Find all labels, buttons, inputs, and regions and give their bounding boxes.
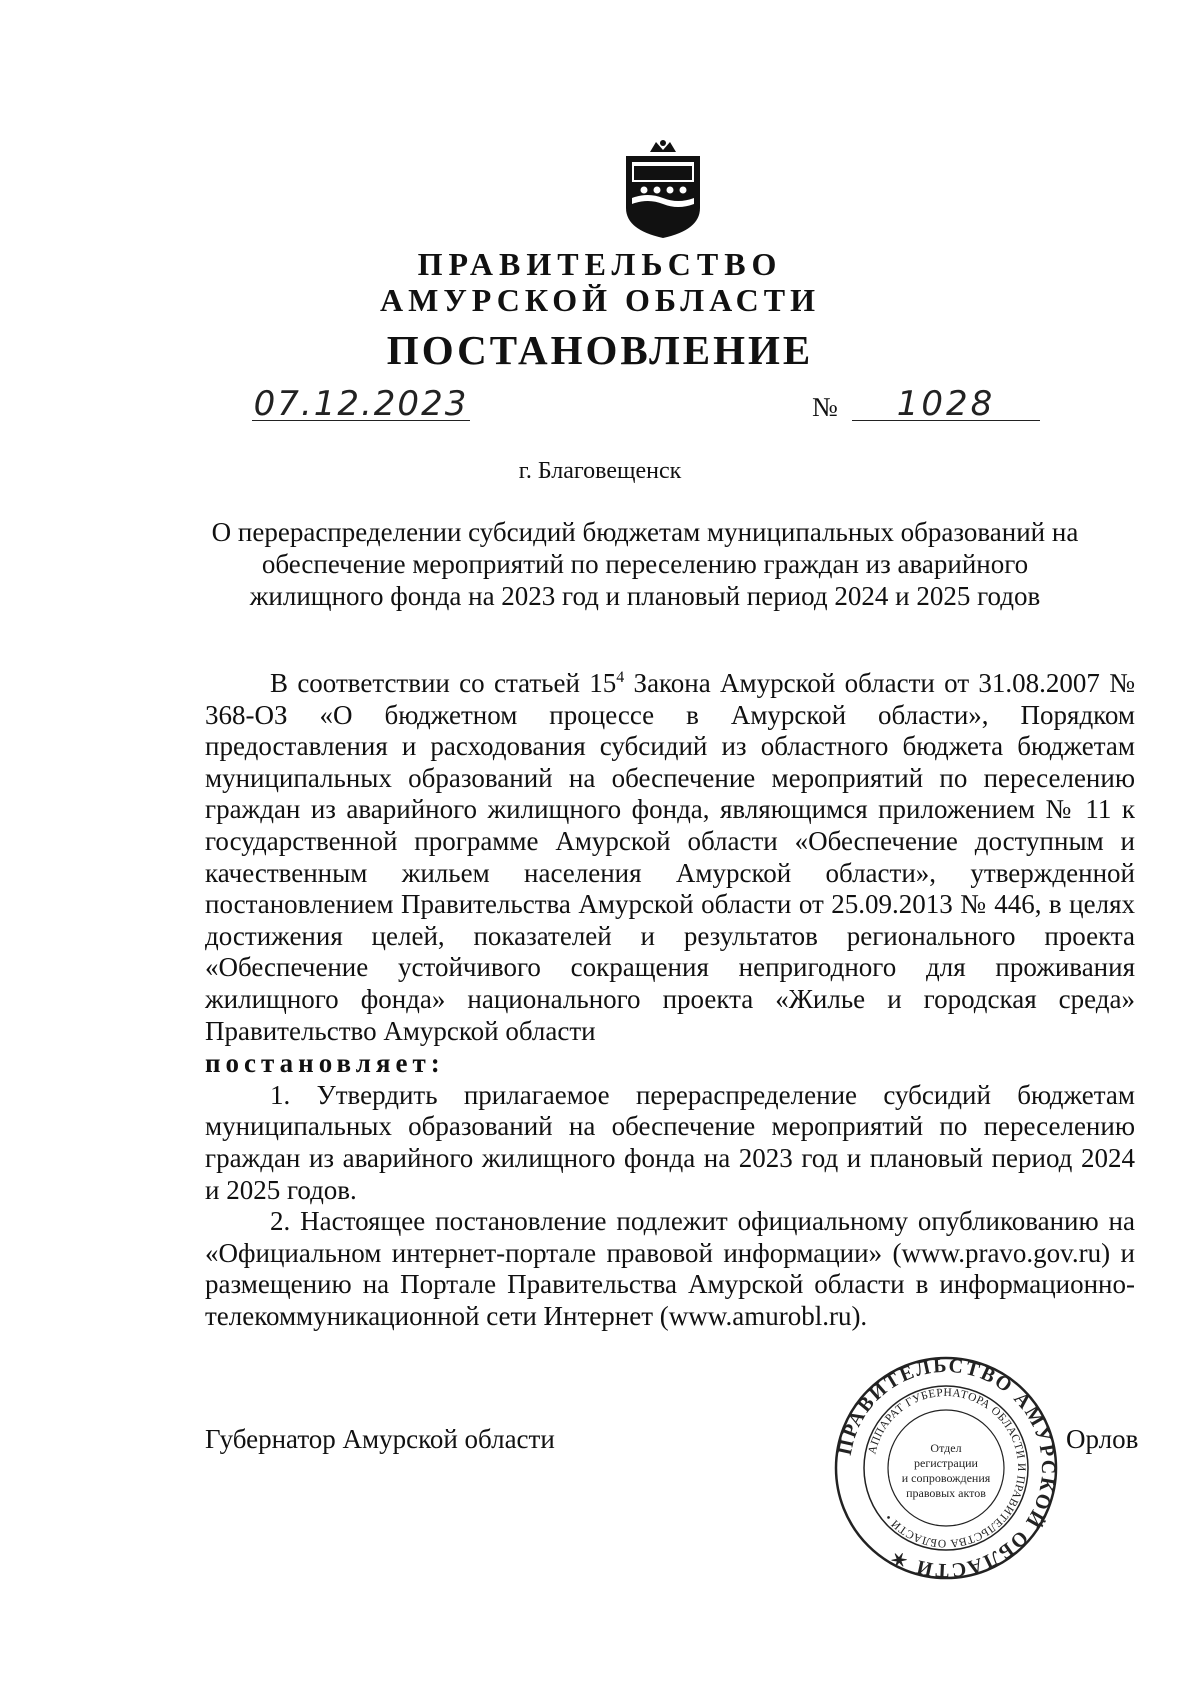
signatory-name: Орлов xyxy=(1066,1424,1139,1454)
decree-item-1: 1. Утвердить прилагаемое перераспределение субсидий бюджетам муниципальных образований на обеспечение мероприятий по переселению граждан из аварийного жилищного фонда на 2023 год и плановый период 2024 и 2025 годов. xyxy=(205,1079,1135,1205)
signatory-position: Губернатор Амурской области xyxy=(205,1424,555,1454)
document-number: 1028 xyxy=(896,384,996,424)
svg-text:и сопровождения: и сопровождения xyxy=(901,1471,991,1485)
document-city: г. Благовещенск xyxy=(518,458,682,484)
coat-of-arms-emblem xyxy=(620,138,706,240)
header-region: АМУРСКОЙ ОБЛАСТИ xyxy=(380,282,820,318)
document-date: 07.12.2023 xyxy=(253,384,469,424)
header-government: ПРАВИТЕЛЬСТВО xyxy=(417,246,783,282)
decree-word: постановляет: xyxy=(205,1048,445,1079)
article-superscript: 4 xyxy=(616,669,625,686)
number-sign: № xyxy=(812,392,838,422)
decree-item-2: 2. Настоящее постановление подлежит официальному опубликованию на «Официальном интернет-портале правовой информации» (www.pravo.gov.ru) и размещению на Портале Правительства Амурской области в информационно-телекоммуникационной сети Интернет (www.amurobl.ru). xyxy=(205,1206,1135,1331)
svg-text:правовых актов: правовых актов xyxy=(906,1486,986,1500)
date-underline xyxy=(252,420,470,421)
svg-text:АППАРАТ ГУБЕРНАТОРА ОБЛАСТИ И: АППАРАТ ГУБЕРНАТОРА ОБЛАСТИ И ПРАВИТЕЛЬСТВА ОБЛАСТИ • xyxy=(866,1386,1028,1550)
document-type-title: ПОСТАНОВЛЕНИЕ xyxy=(386,327,814,373)
official-seal-stamp xyxy=(832,1354,1060,1582)
document-body xyxy=(205,668,1135,1332)
document-subject-title: О перераспределении субсидий бюджетам муниципальных образований на обеспечение мероприятий по переселению граждан из аварийного жилищного фонда на 2023 год и плановый период 2024 и 2025 годов xyxy=(211,517,1079,611)
svg-text:ПРАВИТЕЛЬСТВО АМУРСКОЙ ОБЛАСТИ: ПРАВИТЕЛЬСТВО АМУРСКОЙ ОБЛАСТИ ✶ xyxy=(833,1354,1060,1582)
preamble-paragraph xyxy=(205,668,1135,1047)
number-underline xyxy=(852,420,1040,421)
preamble-text-end: Закона Амурской области от 31.08.2007 № 368-ОЗ «О бюджетном процессе в Амурской области», Порядком предоставления и расходования субсидий из областного бюджета бюджетам муниципальных образований на обеспечение мероприятий по переселению граждан из аварийного жилищного фонда, являющимся приложением № 11 к государственной программе Амурской области «Обеспечение доступным и качественным жильем населения Амурской области», утвержденной постановлением Правительства Амурской области от 25.09.2013 № 446, в целях достижения целей, показателей и результатов регионального проекта «Обеспечение устойчивого сокращения непригодного для проживания жилищного фонда» национального проекта «Жилье и городская среда» Правительство Амурской области xyxy=(205,668,1135,1046)
preamble-text-start: В соответствии со статьей 15 xyxy=(270,668,617,698)
svg-text:регистрации: регистрации xyxy=(914,1456,978,1470)
svg-text:Отдел: Отдел xyxy=(930,1441,962,1455)
